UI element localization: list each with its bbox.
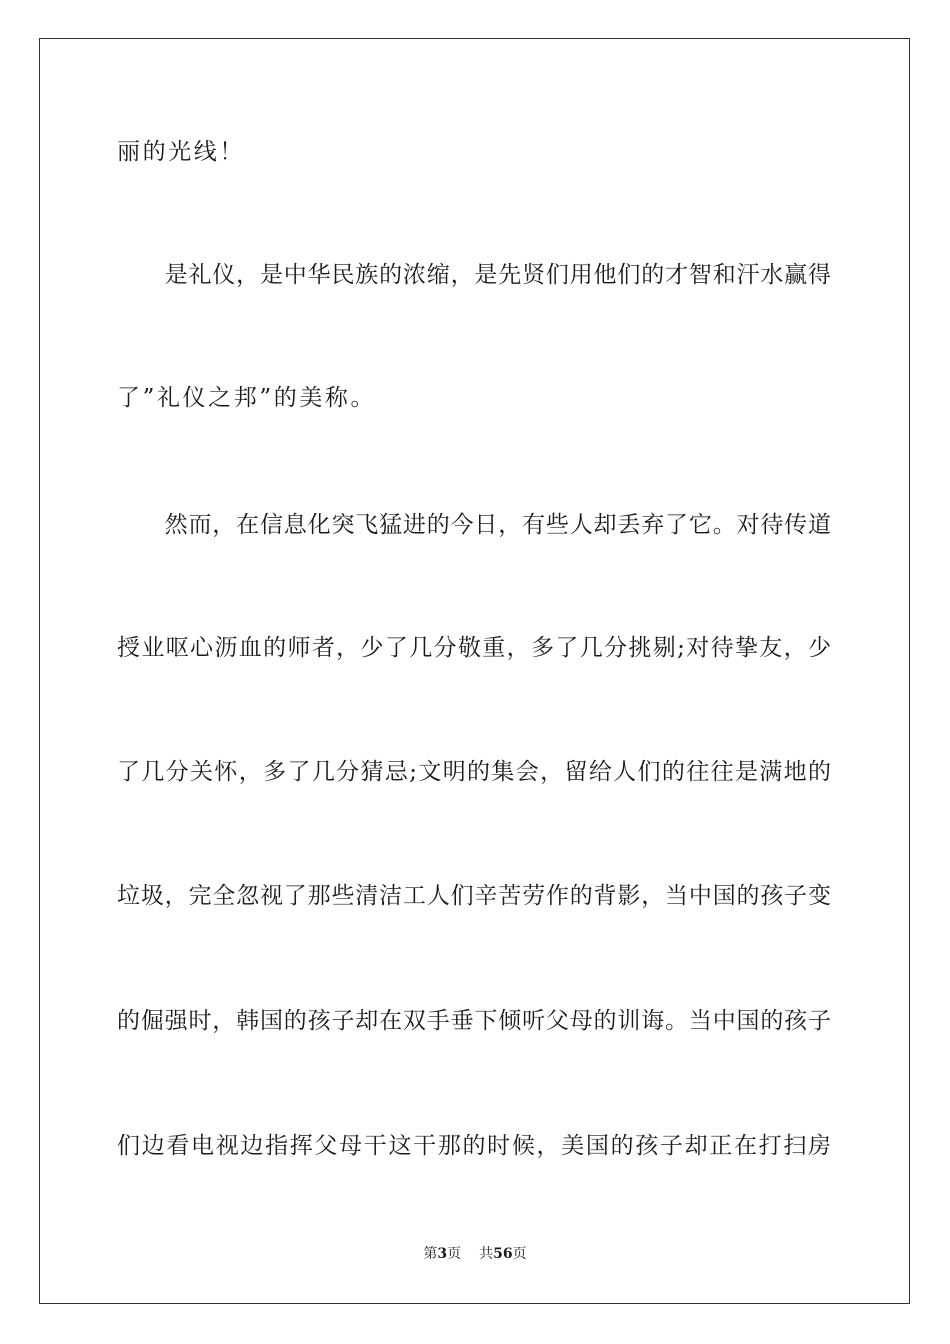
text-line: 垃圾，完全忽视了那些清洁工人们辛苦劳作的背影，当中国的孩子变 — [117, 883, 831, 909]
text-line: 们边看电视边指挥父母干这干那的时候，美国的孩子却正在打扫房 — [117, 1133, 831, 1159]
page-label-suffix: 页 — [447, 1246, 462, 1262]
total-label-prefix: 共 — [479, 1246, 494, 1262]
text-line: 的倔强时，韩国的孩子却在双手垂下倾听父母的训诲。当中国的孩子 — [117, 1008, 831, 1034]
total-pages: 56 — [493, 1246, 513, 1262]
total-label-suffix: 页 — [512, 1246, 527, 1262]
text-line: 是礼仪，是中华民族的浓缩，是先贤们用他们的才智和汗水赢得 — [117, 262, 831, 288]
text-line: 了几分关怀，多了几分猜忌;文明的集会，留给人们的往往是满地的 — [117, 759, 831, 785]
page-footer — [0, 1245, 950, 1263]
page-border — [39, 38, 910, 1304]
page-label-prefix: 第 — [423, 1246, 438, 1262]
text-line: 丽的光线！ — [117, 139, 245, 165]
page-number: 3 — [437, 1246, 448, 1262]
text-line: 然而，在信息化突飞猛进的今日，有些人却丢弃了它。对待传道 — [117, 512, 831, 538]
text-line: 了”礼仪之邦”的美称。 — [117, 385, 377, 411]
text-line: 授业呕心沥血的师者，少了几分敬重，多了几分挑剔;对待挚友，少 — [117, 635, 831, 661]
